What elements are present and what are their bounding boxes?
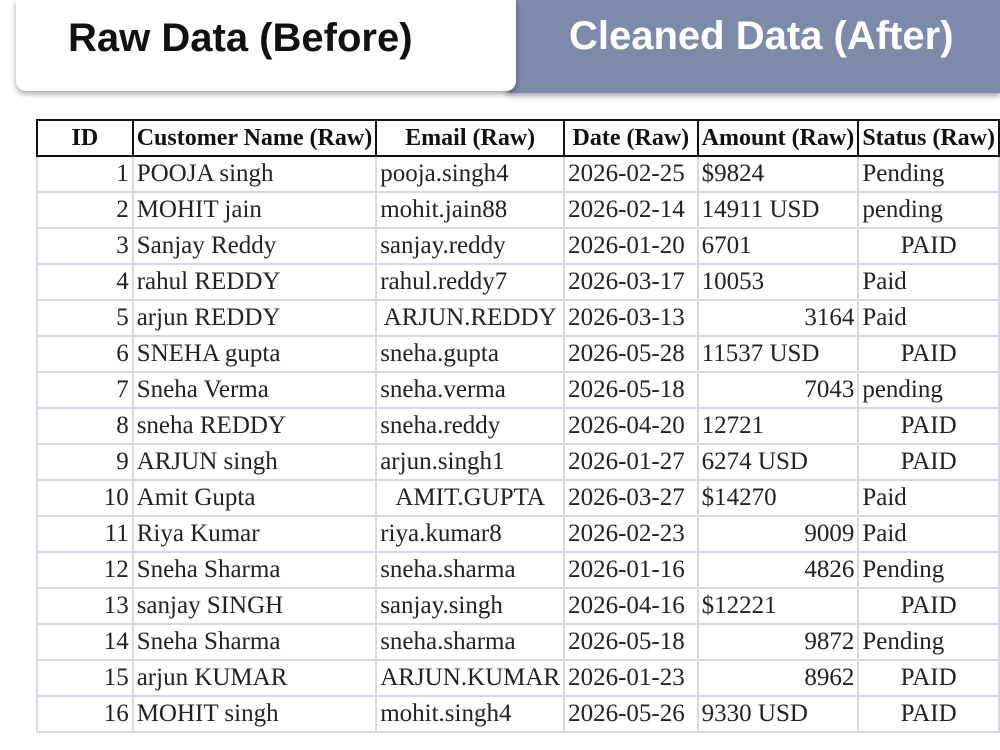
cell-customer-name[interactable]: Amit Gupta [133, 480, 377, 516]
cell-amount[interactable]: 9872 [698, 624, 859, 660]
cell-date[interactable]: 2026-01-27 [564, 444, 698, 480]
cell-status[interactable]: Pending [858, 156, 999, 192]
cell-email[interactable]: rahul.reddy7 [376, 264, 564, 300]
cell-date[interactable]: 2026-02-14 [564, 192, 698, 228]
cell-email[interactable]: sneha.reddy [376, 408, 564, 444]
tab-raw-data-label: Raw Data (Before) [68, 16, 413, 60]
cell-customer-name[interactable]: arjun REDDY [133, 300, 377, 336]
cell-id[interactable]: 4 [37, 264, 133, 300]
table-row [37, 300, 999, 336]
cell-date[interactable]: 2026-04-20 [564, 408, 698, 444]
cell-status[interactable]: pending [858, 192, 999, 228]
cell-status[interactable]: pending [858, 372, 999, 408]
cell-id[interactable]: 2 [37, 192, 133, 228]
cell-date[interactable]: 2026-05-26 [564, 696, 698, 732]
cell-amount[interactable]: 9330 USD [698, 696, 859, 732]
cell-email[interactable]: AMIT.GUPTA [376, 480, 564, 516]
table-row [37, 408, 999, 444]
table-row [37, 516, 999, 552]
table-body [37, 156, 999, 732]
cell-email[interactable]: sneha.sharma [376, 552, 564, 588]
cell-status[interactable]: Paid [858, 264, 999, 300]
cell-amount[interactable]: 3164 [698, 300, 859, 336]
table-row [37, 660, 999, 696]
raw-data-table [36, 119, 1000, 733]
cell-customer-name[interactable]: sneha REDDY [133, 408, 377, 444]
cell-status[interactable]: Paid [858, 516, 999, 552]
cell-id[interactable]: 16 [37, 696, 133, 732]
cell-customer-name[interactable]: Sneha Verma [133, 372, 377, 408]
column-header-id[interactable]: ID [37, 120, 133, 156]
cell-id[interactable]: 12 [37, 552, 133, 588]
cell-email[interactable]: riya.kumar8 [376, 516, 564, 552]
cell-email[interactable]: sanjay.reddy [376, 228, 564, 264]
cell-email[interactable]: pooja.singh4 [376, 156, 564, 192]
cell-id[interactable]: 7 [37, 372, 133, 408]
cell-date[interactable]: 2026-01-23 [564, 660, 698, 696]
cell-status[interactable]: PAID [858, 444, 999, 480]
cell-id[interactable]: 8 [37, 408, 133, 444]
cell-status[interactable]: Paid [858, 300, 999, 336]
cell-email[interactable]: sneha.sharma [376, 624, 564, 660]
tab-cleaned-data-after[interactable] [505, 0, 1000, 93]
cell-date[interactable]: 2026-01-16 [564, 552, 698, 588]
cell-customer-name[interactable]: Sanjay Reddy [133, 228, 377, 264]
cell-customer-name[interactable]: sanjay SINGH [133, 588, 377, 624]
cell-date[interactable]: 2026-03-27 [564, 480, 698, 516]
cell-email[interactable]: sanjay.singh [376, 588, 564, 624]
tab-cleaned-data-label: Cleaned Data (After) [569, 14, 954, 58]
cell-id[interactable]: 9 [37, 444, 133, 480]
cell-status[interactable]: PAID [858, 336, 999, 372]
cell-email[interactable]: mohit.singh4 [376, 696, 564, 732]
cell-id[interactable]: 13 [37, 588, 133, 624]
cell-amount[interactable]: 11537 USD [698, 336, 859, 372]
column-header-email[interactable]: Email (Raw) [376, 120, 564, 156]
cell-customer-name[interactable]: ARJUN singh [133, 444, 377, 480]
cell-email[interactable]: sneha.gupta [376, 336, 564, 372]
column-header-date[interactable]: Date (Raw) [564, 120, 698, 156]
table-row [37, 192, 999, 228]
table-row [37, 228, 999, 264]
cell-customer-name[interactable]: Riya Kumar [133, 516, 377, 552]
cell-email[interactable]: mohit.jain88 [376, 192, 564, 228]
table-row [37, 372, 999, 408]
table-row [37, 264, 999, 300]
cell-id[interactable]: 5 [37, 300, 133, 336]
cell-date[interactable]: 2026-02-23 [564, 516, 698, 552]
cell-customer-name[interactable]: MOHIT jain [133, 192, 377, 228]
table-row [37, 588, 999, 624]
cell-email[interactable]: ARJUN.REDDY [376, 300, 564, 336]
cell-status[interactable]: PAID [858, 660, 999, 696]
cell-id[interactable]: 15 [37, 660, 133, 696]
tab-bar [0, 0, 1000, 95]
cell-email[interactable]: arjun.singh1 [376, 444, 564, 480]
cell-customer-name[interactable]: Sneha Sharma [133, 552, 377, 588]
cell-status[interactable]: PAID [858, 696, 999, 732]
column-header-customer-name[interactable]: Customer Name (Raw) [133, 120, 377, 156]
cell-amount[interactable]: 7043 [698, 372, 859, 408]
cell-id[interactable]: 1 [37, 156, 133, 192]
cell-date[interactable]: 2026-04-16 [564, 588, 698, 624]
table-row [37, 156, 999, 192]
cell-status[interactable]: Pending [858, 624, 999, 660]
cell-email[interactable]: sneha.verma [376, 372, 564, 408]
cell-date[interactable]: 2026-03-17 [564, 264, 698, 300]
table-row [37, 696, 999, 732]
cell-id[interactable]: 10 [37, 480, 133, 516]
cell-amount[interactable]: 6701 [698, 228, 859, 264]
tab-raw-data-before[interactable] [16, 0, 516, 91]
table-header-row [37, 120, 999, 156]
raw-data-table-container [36, 119, 1000, 733]
table-row [37, 480, 999, 516]
table-row [37, 624, 999, 660]
cell-status[interactable]: PAID [858, 408, 999, 444]
cell-amount[interactable]: $12221 [698, 588, 859, 624]
cell-amount[interactable]: 6274 USD [698, 444, 859, 480]
cell-id[interactable]: 14 [37, 624, 133, 660]
table-row [37, 336, 999, 372]
table-row [37, 552, 999, 588]
column-header-amount[interactable]: Amount (Raw) [698, 120, 859, 156]
cell-amount[interactable]: 8962 [698, 660, 859, 696]
column-header-status[interactable]: Status (Raw) [858, 120, 999, 156]
cell-id[interactable]: 3 [37, 228, 133, 264]
cell-amount[interactable]: 10053 [698, 264, 859, 300]
cell-email[interactable]: ARJUN.KUMAR [376, 660, 564, 696]
cell-amount[interactable]: 12721 [698, 408, 859, 444]
cell-date[interactable]: 2026-05-18 [564, 372, 698, 408]
cell-date[interactable]: 2026-05-28 [564, 336, 698, 372]
cell-amount[interactable]: 14911 USD [698, 192, 859, 228]
cell-date[interactable]: 2026-01-20 [564, 228, 698, 264]
cell-amount[interactable]: 4826 [698, 552, 859, 588]
cell-date[interactable]: 2026-05-18 [564, 624, 698, 660]
cell-customer-name[interactable]: SNEHA gupta [133, 336, 377, 372]
cell-status[interactable]: Pending [858, 552, 999, 588]
cell-customer-name[interactable]: arjun KUMAR [133, 660, 377, 696]
cell-customer-name[interactable]: rahul REDDY [133, 264, 377, 300]
table-row [37, 444, 999, 480]
cell-status[interactable]: Paid [858, 480, 999, 516]
cell-date[interactable]: 2026-03-13 [564, 300, 698, 336]
cell-date[interactable]: 2026-02-25 [564, 156, 698, 192]
cell-amount[interactable]: 9009 [698, 516, 859, 552]
cell-id[interactable]: 6 [37, 336, 133, 372]
cell-customer-name[interactable]: Sneha Sharma [133, 624, 377, 660]
cell-status[interactable]: PAID [858, 588, 999, 624]
cell-id[interactable]: 11 [37, 516, 133, 552]
cell-status[interactable]: PAID [858, 228, 999, 264]
cell-amount[interactable]: $14270 [698, 480, 859, 516]
cell-customer-name[interactable]: POOJA singh [133, 156, 377, 192]
cell-amount[interactable]: $9824 [698, 156, 859, 192]
cell-customer-name[interactable]: MOHIT singh [133, 696, 377, 732]
